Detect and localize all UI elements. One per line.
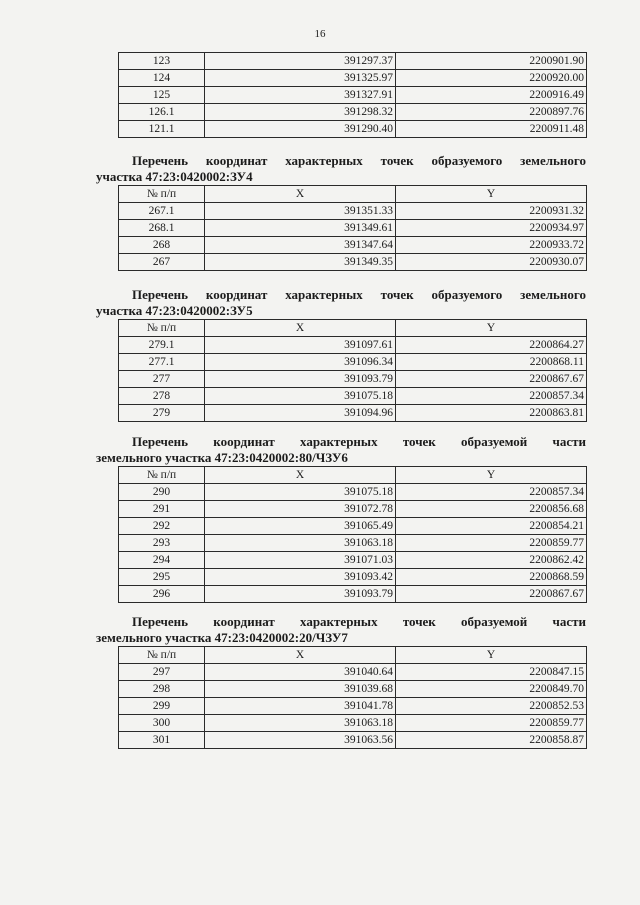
- column-header-x: X: [205, 186, 396, 203]
- heading-line-1: Перечень координат характерных точек образуемого земельного: [132, 153, 586, 168]
- y-coordinate: 2200868.59: [396, 569, 587, 586]
- table-row: [119, 121, 587, 138]
- x-coordinate: 391039.68: [205, 681, 396, 698]
- point-number: 298: [119, 681, 205, 698]
- x-coordinate: 391072.78: [205, 501, 396, 518]
- y-coordinate: 2200862.42: [396, 552, 587, 569]
- x-coordinate: 391075.18: [205, 484, 396, 501]
- y-coordinate: 2200920.00: [396, 70, 587, 87]
- heading-line-2: земельного участка 47:23:0420002:20/ЧЗУ7: [96, 630, 348, 645]
- point-number: 279: [119, 405, 205, 422]
- y-coordinate: 2200931.32: [396, 203, 587, 220]
- point-number: 121.1: [119, 121, 205, 138]
- y-coordinate: 2200849.70: [396, 681, 587, 698]
- point-number: 267.1: [119, 203, 205, 220]
- section-heading-zu4: [96, 153, 586, 185]
- x-coordinate: 391063.56: [205, 732, 396, 749]
- x-coordinate: 391349.35: [205, 254, 396, 271]
- coordinates-table-zu4: [118, 185, 587, 271]
- table-row: [119, 518, 587, 535]
- y-coordinate: 2200916.49: [396, 87, 587, 104]
- table-row: [119, 484, 587, 501]
- y-coordinate: 2200911.48: [396, 121, 587, 138]
- heading-line-2: участка 47:23:0420002:ЗУ5: [96, 303, 253, 318]
- x-coordinate: 391096.34: [205, 354, 396, 371]
- table-row: [119, 698, 587, 715]
- table-header-row: [119, 647, 587, 664]
- table-row: [119, 664, 587, 681]
- table-row: [119, 405, 587, 422]
- point-number: 279.1: [119, 337, 205, 354]
- table-row: [119, 681, 587, 698]
- heading-line-2: участка 47:23:0420002:ЗУ4: [96, 169, 253, 184]
- point-number: 125: [119, 87, 205, 104]
- table-row: [119, 732, 587, 749]
- coordinates-table-chzu6: [118, 466, 587, 603]
- y-coordinate: 2200863.81: [396, 405, 587, 422]
- x-coordinate: 391063.18: [205, 535, 396, 552]
- table-row: [119, 552, 587, 569]
- y-coordinate: 2200933.72: [396, 237, 587, 254]
- x-coordinate: 391041.78: [205, 698, 396, 715]
- point-number: 278: [119, 388, 205, 405]
- x-coordinate: 391347.64: [205, 237, 396, 254]
- coordinates-table-chzu7: [118, 646, 587, 749]
- point-number: 297: [119, 664, 205, 681]
- y-coordinate: 2200934.97: [396, 220, 587, 237]
- coordinates-table-continued: [118, 52, 587, 138]
- x-coordinate: 391063.18: [205, 715, 396, 732]
- point-number: 290: [119, 484, 205, 501]
- table-row: [119, 87, 587, 104]
- point-number: 293: [119, 535, 205, 552]
- x-coordinate: 391351.33: [205, 203, 396, 220]
- table-row: [119, 569, 587, 586]
- table-row: [119, 388, 587, 405]
- coordinates-table-zu5: [118, 319, 587, 422]
- table-row: [119, 586, 587, 603]
- column-header-x: X: [205, 647, 396, 664]
- x-coordinate: 391071.03: [205, 552, 396, 569]
- column-header-number: № п/п: [119, 647, 205, 664]
- column-header-x: X: [205, 467, 396, 484]
- table-row: [119, 203, 587, 220]
- y-coordinate: 2200901.90: [396, 53, 587, 70]
- x-coordinate: 391349.61: [205, 220, 396, 237]
- point-number: 123: [119, 53, 205, 70]
- y-coordinate: 2200847.15: [396, 664, 587, 681]
- x-coordinate: 391093.79: [205, 371, 396, 388]
- table-row: [119, 371, 587, 388]
- x-coordinate: 391065.49: [205, 518, 396, 535]
- page-number: 16: [314, 28, 326, 40]
- column-header-y: Y: [396, 647, 587, 664]
- point-number: 301: [119, 732, 205, 749]
- section-heading-zu5: [96, 287, 586, 319]
- y-coordinate: 2200856.68: [396, 501, 587, 518]
- y-coordinate: 2200858.87: [396, 732, 587, 749]
- section-heading-chzu7: [96, 614, 586, 646]
- point-number: 277.1: [119, 354, 205, 371]
- table-row: [119, 254, 587, 271]
- heading-line-1: Перечень координат характерных точек образуемой части: [132, 434, 586, 449]
- heading-line-1: Перечень координат характерных точек образуемой части: [132, 614, 586, 629]
- y-coordinate: 2200857.34: [396, 388, 587, 405]
- table-row: [119, 220, 587, 237]
- y-coordinate: 2200864.27: [396, 337, 587, 354]
- point-number: 277: [119, 371, 205, 388]
- x-coordinate: 391040.64: [205, 664, 396, 681]
- table-header-row: [119, 320, 587, 337]
- table-row: [119, 104, 587, 121]
- heading-line-1: Перечень координат характерных точек образуемого земельного: [132, 287, 586, 302]
- x-coordinate: 391093.79: [205, 586, 396, 603]
- x-coordinate: 391325.97: [205, 70, 396, 87]
- table-row: [119, 337, 587, 354]
- y-coordinate: 2200859.77: [396, 715, 587, 732]
- y-coordinate: 2200857.34: [396, 484, 587, 501]
- column-header-x: X: [205, 320, 396, 337]
- y-coordinate: 2200859.77: [396, 535, 587, 552]
- table-row: [119, 354, 587, 371]
- point-number: 267: [119, 254, 205, 271]
- point-number: 268.1: [119, 220, 205, 237]
- table-row: [119, 237, 587, 254]
- point-number: 124: [119, 70, 205, 87]
- x-coordinate: 391290.40: [205, 121, 396, 138]
- x-coordinate: 391298.32: [205, 104, 396, 121]
- x-coordinate: 391297.37: [205, 53, 396, 70]
- y-coordinate: 2200854.21: [396, 518, 587, 535]
- point-number: 268: [119, 237, 205, 254]
- column-header-number: № п/п: [119, 320, 205, 337]
- column-header-y: Y: [396, 467, 587, 484]
- y-coordinate: 2200930.07: [396, 254, 587, 271]
- y-coordinate: 2200867.67: [396, 586, 587, 603]
- table-row: [119, 535, 587, 552]
- y-coordinate: 2200897.76: [396, 104, 587, 121]
- point-number: 296: [119, 586, 205, 603]
- column-header-number: № п/п: [119, 186, 205, 203]
- point-number: 294: [119, 552, 205, 569]
- table-row: [119, 715, 587, 732]
- column-header-y: Y: [396, 186, 587, 203]
- x-coordinate: 391075.18: [205, 388, 396, 405]
- point-number: 291: [119, 501, 205, 518]
- column-header-y: Y: [396, 320, 587, 337]
- table-header-row: [119, 467, 587, 484]
- table-row: [119, 53, 587, 70]
- x-coordinate: 391327.91: [205, 87, 396, 104]
- x-coordinate: 391093.42: [205, 569, 396, 586]
- table-header-row: [119, 186, 587, 203]
- point-number: 292: [119, 518, 205, 535]
- section-heading-chzu6: [96, 434, 586, 466]
- column-header-number: № п/п: [119, 467, 205, 484]
- table-row: [119, 501, 587, 518]
- x-coordinate: 391097.61: [205, 337, 396, 354]
- y-coordinate: 2200852.53: [396, 698, 587, 715]
- table-row: [119, 70, 587, 87]
- y-coordinate: 2200868.11: [396, 354, 587, 371]
- point-number: 126.1: [119, 104, 205, 121]
- point-number: 300: [119, 715, 205, 732]
- point-number: 299: [119, 698, 205, 715]
- point-number: 295: [119, 569, 205, 586]
- y-coordinate: 2200867.67: [396, 371, 587, 388]
- heading-line-2: земельного участка 47:23:0420002:80/ЧЗУ6: [96, 450, 348, 465]
- x-coordinate: 391094.96: [205, 405, 396, 422]
